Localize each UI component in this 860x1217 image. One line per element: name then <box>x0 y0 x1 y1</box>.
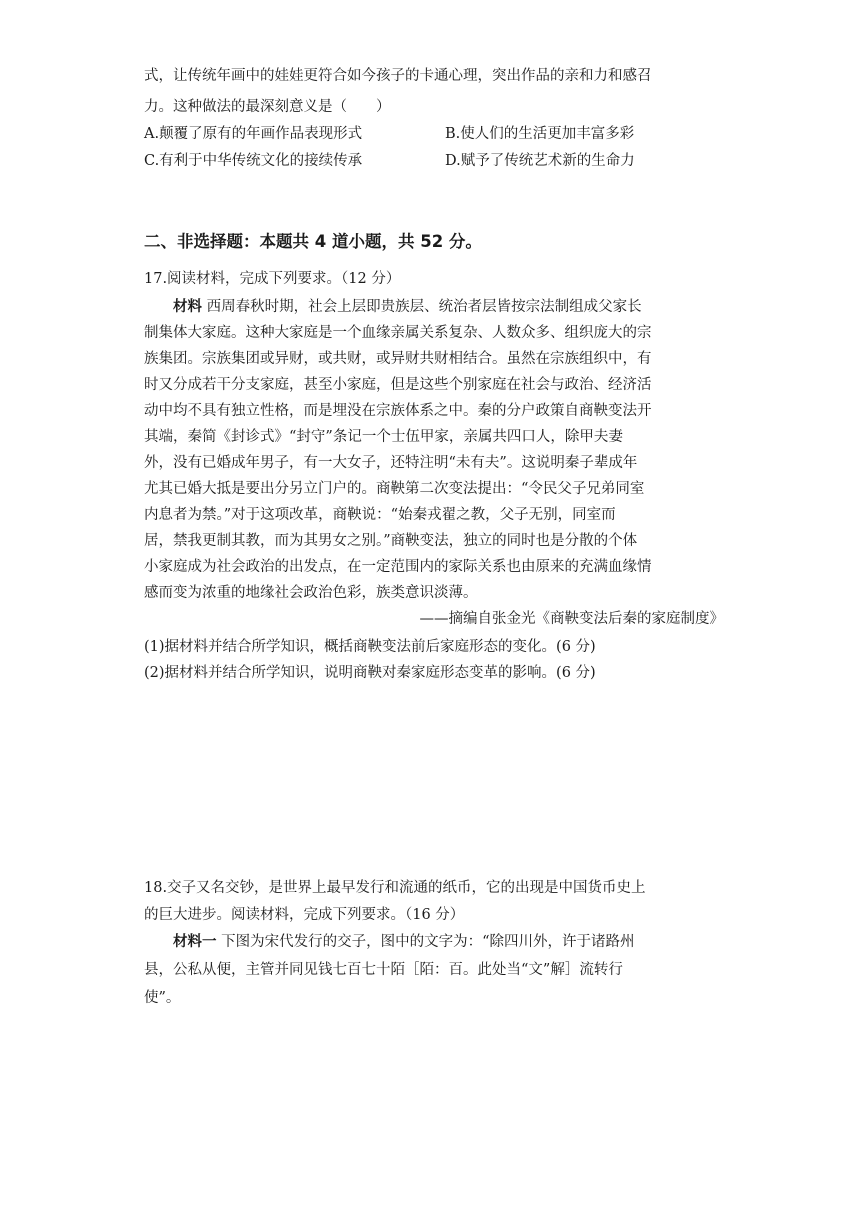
q16-option-c: C.有利于中华传统文化的接续传承 <box>144 153 363 169</box>
q17-material-line: 其端，秦简《封诊式》“封守”条记一个士伍甲家，亲属共四口人，除甲夫妻 <box>144 429 623 445</box>
q17-material-line: 内息者为禁。”对于这项改革，商鞅说：“始秦戎翟之教，父子无别，同室而 <box>144 507 616 523</box>
q17-intro: 17.阅读材料，完成下列要求。（12 分） <box>144 271 401 287</box>
q16-option-a: A.颠覆了原有的年画作品表现形式 <box>144 126 363 142</box>
q17-material-line: 居，禁我更制其教，而为其男女之别。”商鞅变法，独立的同时也是分散的个体 <box>144 533 638 549</box>
q16-option-d: D.赋予了传统艺术新的生命力 <box>445 153 635 169</box>
q18-material-line <box>173 932 635 952</box>
q17-material-line: 小家庭成为社会政治的出发点，在一定范围内的家际关系也由原来的充满血缘情 <box>144 559 652 575</box>
q16-stem-line: 力。这种做法的最深刻意义是（ ） <box>144 99 391 115</box>
q18-material-line: 县，公私从便，主管并同见钱七百七十陌［陌：百。此处当“文”解］流转行 <box>144 962 623 978</box>
q17-sub1: (1)据材料并结合所学知识，概括商鞅变法前后家庭形态的变化。(6 分) <box>144 639 596 655</box>
q16-option-b: B.使人们的生活更加丰富多彩 <box>445 126 635 142</box>
q17-material-line: 时又分成若干分支家庭，甚至小家庭，但是这些个别家庭在社会与政治、经济活 <box>144 377 652 393</box>
q18-intro-line: 的巨大进步。阅读材料，完成下列要求。（16 分） <box>144 907 465 923</box>
q18-material-text: 下图为宋代发行的交子，图中的文字为：“除四川外，许于诸路州 <box>221 934 635 950</box>
section-heading: 二、非选择题：本题共 4 道小题，共 52 分。 <box>144 232 482 251</box>
q17-material-line: 感而变为浓重的地缘社会政治色彩，族类意识淡薄。 <box>144 585 478 601</box>
q16-stem-line: 式，让传统年画中的娃娃更符合如今孩子的卡通心理，突出作品的亲和力和感召 <box>144 68 652 84</box>
q17-material-line: 动中均不具有独立性格，而是埋没在宗族体系之中。秦的分户政策自商鞅变法开 <box>144 403 652 419</box>
q17-material-line: 制集体大家庭。这种大家庭是一个血缘亲属关系复杂、人数众多、组织庞大的宗 <box>144 325 652 341</box>
q17-source: ——摘编自张金光《商鞅变法后秦的家庭制度》 <box>419 611 724 627</box>
q18-material-line: 使”。 <box>144 990 181 1006</box>
q17-sub2: (2)据材料并结合所学知识，说明商鞅对秦家庭形态变革的影响。(6 分) <box>144 665 596 681</box>
q17-material-line: 尤其已婚大抵是要出分另立门户的。商鞅第二次变法提出：“令民父子兄弟同室 <box>144 481 645 497</box>
q17-material-line: 族集团。宗族集团或异财，或共财，或异财共财相结合。虽然在宗族组织中，有 <box>144 351 652 367</box>
q18-material-label: 材料一 <box>173 933 217 950</box>
q17-material-line: 外，没有已婚成年男子，有一大女子，还特注明“未有夫”。这说明秦子辈成年 <box>144 455 638 471</box>
q17-material-text: 西周春秋时期，社会上层即贵族层、统治者层皆按宗法制组成父家长 <box>206 299 642 315</box>
q17-material-line <box>173 297 642 317</box>
q17-material-label: 材料 <box>173 298 202 315</box>
q18-intro-line: 18.交子又名交钞，是世界上最早发行和流通的纸币，它的出现是中国货币史上 <box>144 880 646 896</box>
